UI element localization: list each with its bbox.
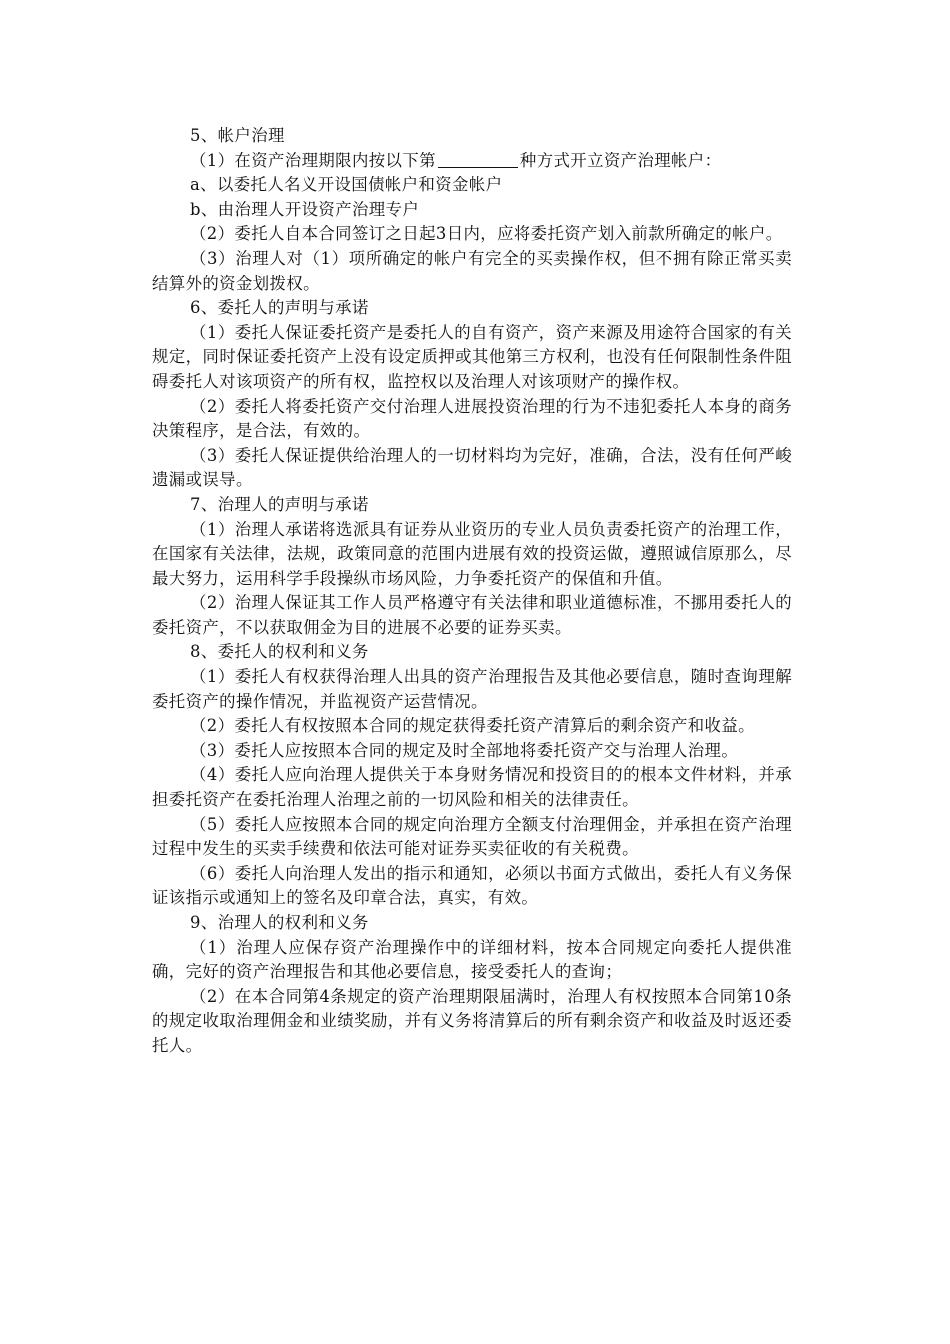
section-8-heading: 8、委托人的权利和义务 — [190, 642, 369, 662]
section-7-item-1: （1）治理人承诺将选派具有证券从业资历的专业人员负责委托资产的治理工作，在国家有关法律，法规，政策同意的范围内进展有效的投资运做，遵照诚信原那么，尽最大努力，运用科学手段操纵市场风险，力争委托资产的保值和升值。 — [152, 519, 792, 588]
section-9-item-1: （1）治理人应保存资产治理操作中的详细材料，按本合同规定向委托人提供准确，完好的资产治理报告和其他必要信息，接受委托人的查询； — [152, 937, 792, 982]
section-6-item-3: （3）委托人保证提供给治理人的一切材料均为完好，准确，合法，没有任何严峻遗漏或误导。 — [152, 445, 792, 490]
section-5-item-3: （3）治理人对（1）项所确定的帐户有完全的买卖操作权，但不拥有除正常买卖结算外的资金划拨权。 — [152, 248, 792, 293]
section-8-item-5: （5）委托人应按照本合同的规定向治理方全额支付治理佣金，并承担在资产治理过程中发生的买卖手续费和依法可能对证券买卖征收的有关税费。 — [152, 814, 792, 859]
section-7-item-2: （2）治理人保证其工作人员严格遵守有关法律和职业道德标准，不挪用委托人的委托资产，不以获取佣金为目的进展不必要的证券买卖。 — [152, 593, 792, 637]
section-8-item-2: （2）委托人有权按照本合同的规定获得委托资产清算后的剩余资产和收益。 — [190, 716, 755, 736]
section-5-item-1-text-before: （1）在资产治理期限内按以下第 — [190, 150, 436, 170]
section-7-heading: 7、治理人的声明与承诺 — [190, 494, 369, 514]
section-8-item-3: （3）委托人应按照本合同的规定及时全部地将委托资产交与治理人治理。 — [190, 740, 739, 760]
section-5-heading: 5、帐户治理 — [190, 126, 285, 145]
section-6-item-1: （1）委托人保证委托资产是委托人的自有资产，资产来源及用途符合国家的有关规定，同时保证委托资产上没有设定质押或其他第三方权利，也没有任何限制性条件阻碍委托人对该项资产的所有权，监控权以及治理人对该项财产的操作权。 — [152, 322, 792, 391]
fill-in-blank[interactable] — [438, 151, 518, 168]
section-6-item-2: （2）委托人将委托资产交付治理人进展投资治理的行为不违犯委托人本身的商务决策程序，是合法，有效的。 — [152, 396, 792, 441]
document-page — [152, 124, 792, 1059]
section-8-item-4: （4）委托人应向治理人提供关于本身财务情况和投资目的的根本文件材料，并承担委托资产在委托治理人治理之前的一切风险和相关的法律责任。 — [152, 765, 792, 810]
section-9-item-2: （2）在本合同第4条规定的资产治理期限届满时，治理人有权按照本合同第10条的规定收取治理佣金和业绩奖励，并有义务将清算后的所有剩余资产和收益及时返还委托人。 — [152, 986, 792, 1055]
section-5-item-2: （2）委托人自本合同签订之日起3日内，应将委托资产划入前款所确定的帐户。 — [190, 224, 783, 244]
section-8-item-6: （6）委托人向治理人发出的指示和通知，必须以书面方式做出，委托人有义务保证该指示或通知上的签名及印章合法，真实，有效。 — [152, 863, 792, 908]
section-5-item-1 — [152, 149, 792, 174]
section-9-heading: 9、治理人的权利和义务 — [190, 913, 369, 932]
section-5-option-b: b、由治理人开设资产治理专户 — [190, 199, 420, 219]
section-6-heading: 6、委托人的声明与承诺 — [190, 298, 369, 318]
section-5-option-a: a、以委托人名义开设国债帐户和资金帐户 — [190, 175, 503, 195]
section-5-item-1-text-after: 种方式开立资产治理帐户： — [519, 150, 722, 170]
section-8-item-1: （1）委托人有权获得治理人出具的资产治理报告及其他必要信息，随时查询理解委托资产的操作情况，并监视资产运营情况。 — [152, 667, 792, 711]
